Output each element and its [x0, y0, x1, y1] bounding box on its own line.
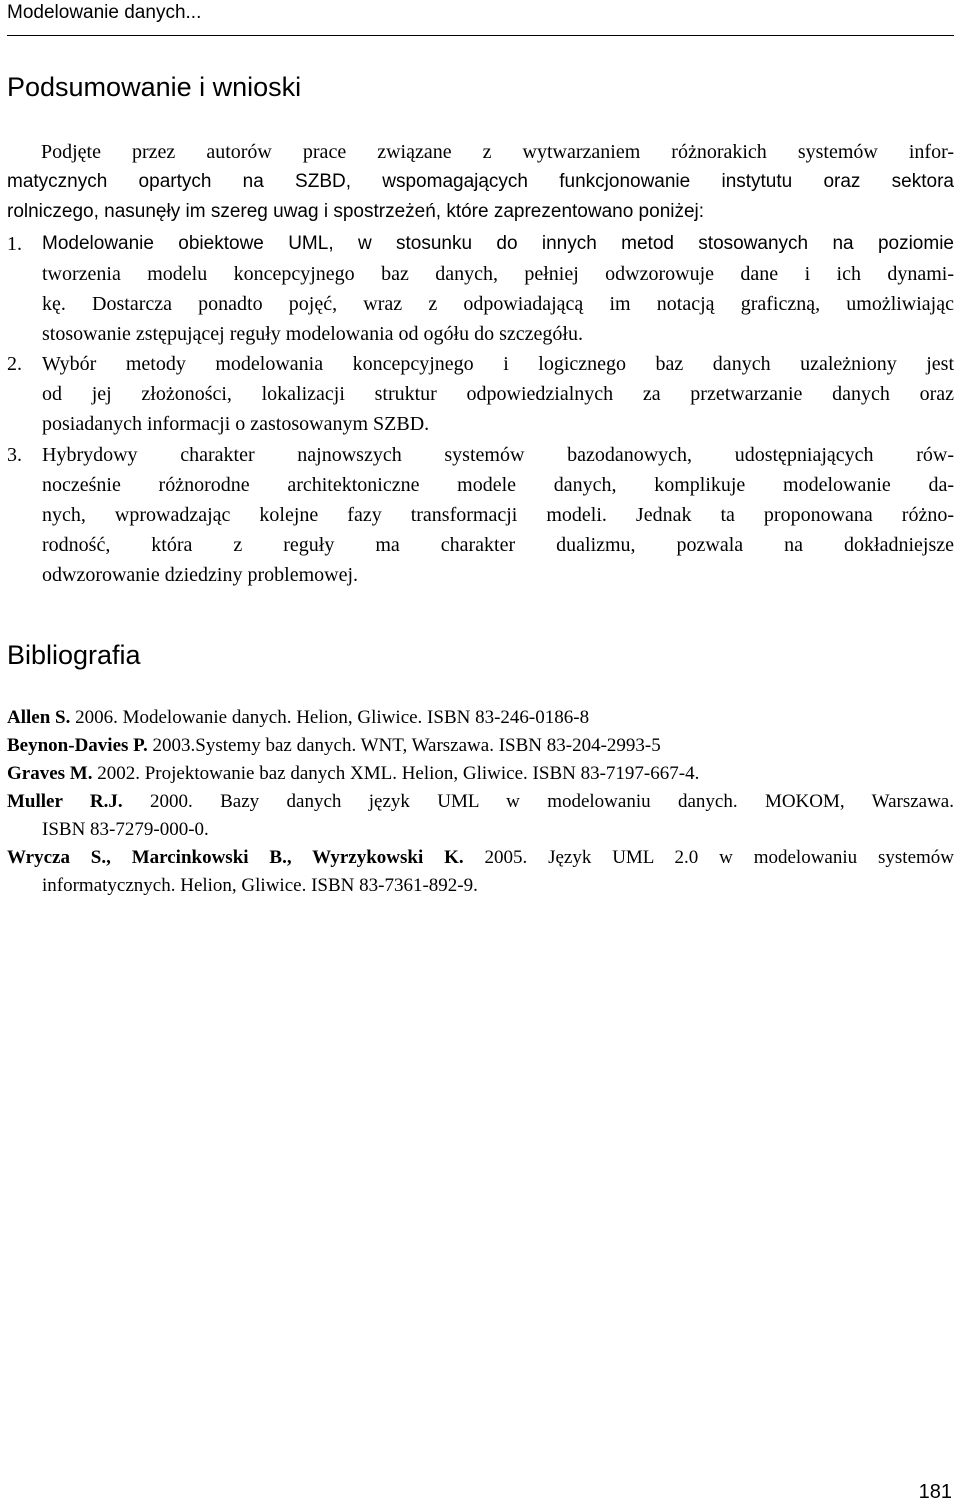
list-item-number: 3.: [7, 444, 22, 466]
list-item-line: Modelowanie obiektowe UML, w stosunku do innych metod stosowanych na poziomie: [42, 233, 954, 254]
list-item-line: tworzenia modelu koncepcyjnego baz danych, pełniej odwzorowuje dane i ich dynami-: [42, 263, 954, 285]
list-item-line: rodność, która z reguły ma charakter dualizmu, pozwala na dokładniejsze: [42, 534, 954, 556]
bibliography-entry: [7, 760, 954, 788]
list-item-line: Wybór metody modelowania koncepcyjnego i logicznego baz danych uzależniony jest: [42, 353, 954, 375]
list-item-line: posiadanych informacji o zastosowanym SZBD.: [42, 413, 430, 435]
list-item-line: Hybrydowy charakter najnowszych systemów bazodanowych, udostępniających rów-: [42, 444, 954, 466]
intro-line: Podjęte przez autorów prace związane z wytwarzaniem różnorakich systemów infor-: [41, 141, 954, 163]
intro-line: rolniczego, nasunęły im szereg uwag i spostrzeżeń, które zaprezentowano poniżej:: [7, 201, 705, 222]
list-item-line: kę. Dostarcza ponadto pojęć, wraz z odpowiadającą im notacją graficzną, umożliwiając: [42, 293, 954, 315]
bibliography-authors: Wrycza S., Marcinkowski B., Wyrzykowski K.: [7, 847, 464, 868]
summary-list-item: [7, 229, 954, 349]
bibliography-entry: [7, 732, 954, 760]
bibliography-citation: 2000. Bazy danych język UML w modelowaniu danych. MOKOM, Warszawa.: [122, 791, 954, 812]
bibliography-authors: Muller R.J.: [7, 791, 123, 812]
bibliography-authors: Graves M.: [7, 763, 93, 784]
bibliography-entry: [7, 788, 954, 816]
header-rule: [7, 35, 954, 36]
list-item-line: nocześnie różnorodne architektoniczne modele danych, komplikuje modelowanie da-: [42, 474, 954, 496]
intro-line: matycznych opartych na SZBD, wspomagających funkcjonowanie instytutu oraz sektora: [7, 171, 954, 192]
list-item-number: 2.: [7, 353, 22, 375]
summary-intro-paragraph: [7, 137, 954, 227]
bibliography-citation: 2006. Modelowanie danych. Helion, Gliwice. ISBN 83-246-0186-8: [70, 707, 590, 728]
bibliography-authors: Beynon-Davies P.: [7, 735, 148, 756]
summary-list-item: [7, 349, 954, 439]
list-item-line: nych, wprowadzając kolejne fazy transformacji modeli. Jednak ta proponowana różno-: [42, 504, 954, 526]
bibliography-list: [7, 704, 954, 900]
section-heading-summary: Podsumowanie i wnioski: [7, 72, 302, 102]
running-header: Modelowanie danych...: [7, 2, 202, 23]
bibliography-entry-continuation: [7, 872, 954, 900]
bibliography-citation: informatycznych. Helion, Gliwice. ISBN 83-7361-892-9.: [42, 875, 478, 896]
list-item-line: stosowanie zstępującej reguły modelowania od ogółu do szczegółu.: [42, 323, 583, 345]
bibliography-entry-continuation: [7, 816, 954, 844]
list-item-line: od jej złożoności, lokalizacji struktur odpowiedzialnych za przetwarzanie danych oraz: [42, 383, 954, 405]
bibliography-citation: ISBN 83-7279-000-0.: [42, 819, 209, 840]
summary-list-item: [7, 440, 954, 590]
bibliography-entry: [7, 844, 954, 872]
bibliography-entry: [7, 704, 954, 732]
section-heading-bibliography: Bibliografia: [7, 640, 141, 670]
list-item-line: odwzorowanie dziedziny problemowej.: [42, 564, 359, 586]
bibliography-authors: Allen S.: [7, 707, 71, 728]
page-number: 181: [918, 1481, 952, 1503]
bibliography-citation: 2005. Język UML 2.0 w modelowaniu systemów: [463, 847, 954, 868]
bibliography-citation: 2003.Systemy baz danych. WNT, Warszawa. ISBN 83-204-2993-5: [147, 735, 661, 756]
bibliography-citation: 2002. Projektowanie baz danych XML. Helion, Gliwice. ISBN 83-7197-667-4.: [92, 763, 700, 784]
list-item-number: 1.: [7, 233, 22, 255]
